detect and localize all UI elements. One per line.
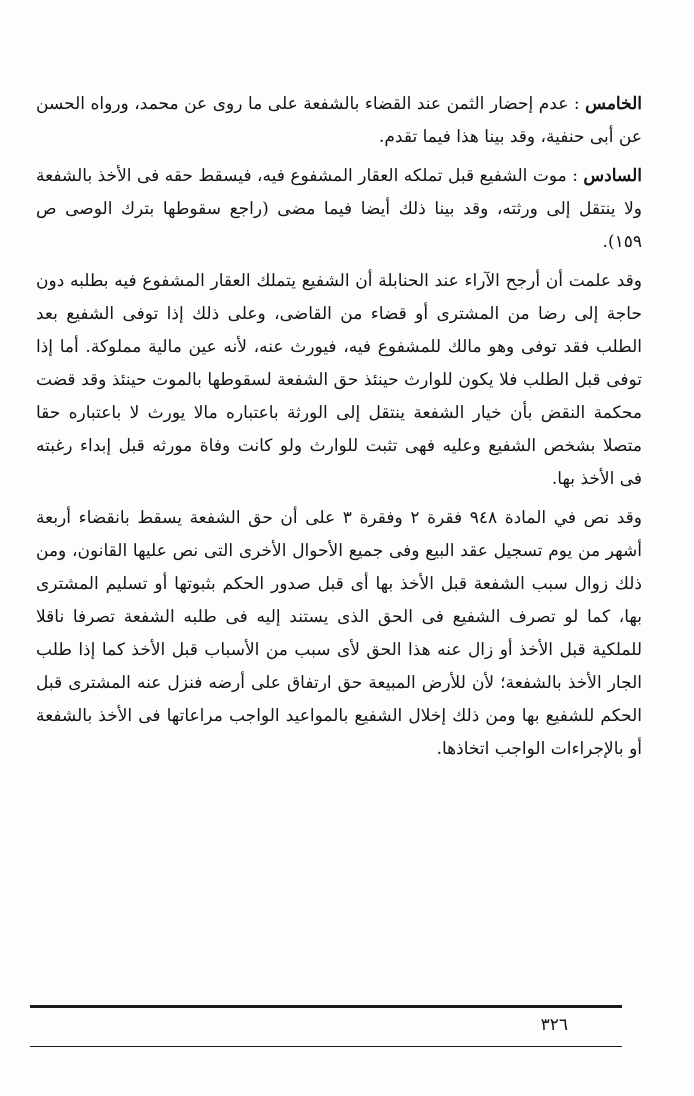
paragraph-text: وقد علمت أن أرجح الآراء عند الحنابلة أن الشفيع يتملك العقار المشفوع فيه بطلبه دون حاجة إلى رضا من المشترى أو قضاء من القاضى، وعلى ذلك إذا توفى الشفيع بعد الطلب فقد توفى وهو مالك للمشفوع فيه، فيورث عنه، لأنه عين مالية مملوكة. أما إذا توفى قبل الطلب فلا يكون للوارث حينئذ حق الشفعة لسقوطها بالموت حينئذ وقد قضت محكمة النقض بأن خيار الشفعة ينتقل إلى الورثة باعتباره مالا يورث لا باعتباره حقا متصلا بشخص الشفيع وعليه فهى تثبت للوارث ولو كانت وفاة مورثه قبل إبداء رغبته فى الأخذ بها. <box>36 271 642 489</box>
paragraph-hanbali-opinion <box>36 265 642 496</box>
paragraph-sixth-reason <box>36 160 642 259</box>
paragraph-text: وقد نص في المادة ٩٤٨ فقرة ٢ وفقرة ٣ على أن حق الشفعة يسقط بانقضاء أربعة أشهر من يوم تسجيل عقد البيع وفى جميع الأحوال الأخرى التى نص عليها القانون، ومن ذلك زوال سبب الشفعة قبل الأخذ بها أى قبل صدور الحكم بثبوتها أو تسليم المشترى بها، كما لو تصرف الشفيع فى الحق الذى يستند إليه فى طلبه الشفعة تصرفا ناقلا للملكية قبل الأخذ أو زال عنه هذا الحق لأى سبب من الأسباب قبل الأخذ كما إذا طلب الجار الأخذ بالشفعة؛ لأن للأرض المبيعة حق ارتفاق على أرضه فنزل عنه المشترى قبل الحكم للشفيع بها ومن ذلك إخلال الشفيع بالمواعيد الواجب مراعاتها فى الأخذ بالشفعة أو بالإجراءات الواجب اتخاذها. <box>36 508 643 759</box>
paragraph-term: الخامس <box>585 94 642 114</box>
body-text <box>36 88 642 772</box>
paragraph-text: : عدم إحضار الثمن عند القضاء بالشفعة على ما روى عن محمد، ورواه الحسن عن أبى حنفية، وقد بينا هذا فيما تقدم. <box>36 94 642 147</box>
page-number: ٣٢٦ <box>540 1015 568 1035</box>
paragraph-term: السادس <box>583 166 642 186</box>
footer-rule-thick <box>30 1005 622 1008</box>
paragraph-fifth-reason <box>36 88 642 154</box>
paragraph-text: : موت الشفيع قبل تملكه العقار المشفوع فيه، فيسقط حقه فى الأخذ بالشفعة ولا ينتقل إلى ورثته، وقد بينا ذلك أيضا فيما مضى (راجع سقوطها بترك الوصى ص ١٥٩). <box>36 166 642 252</box>
paragraph-article-948 <box>36 502 642 766</box>
footer-rule-thin <box>30 1046 622 1047</box>
